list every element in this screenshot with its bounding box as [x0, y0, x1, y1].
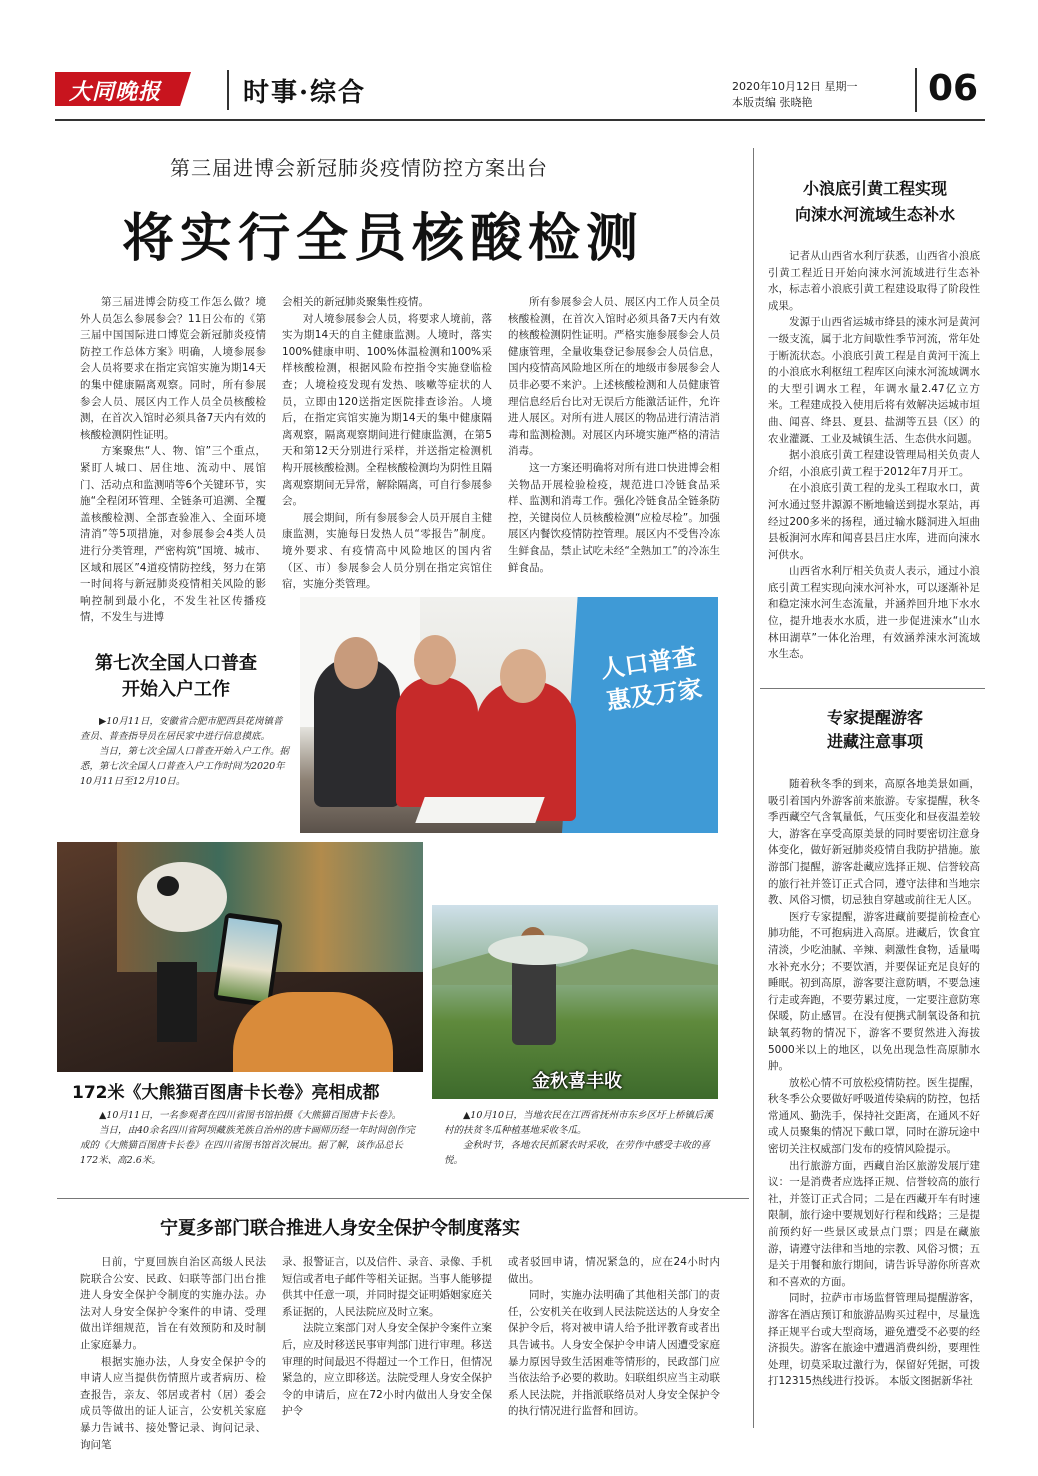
- main-col-3: [508, 294, 720, 576]
- census-banner: [562, 597, 718, 833]
- census-headline: [60, 651, 292, 703]
- paragraph: 根据实施办法，人身安全保护令的申请人应当提供伤情照片或者病历、检查报告，亲友、邻居或者村（居）委会成员等做出的证人证言，公安机关家庭暴力告诫书、接处警记录、询问记录、询问笔: [80, 1355, 266, 1451]
- masthead-rule: [55, 119, 985, 121]
- volunteer-head-1: [414, 635, 456, 685]
- paragraph: 录、报警证言，以及信件、录音、录像、手机短信或者电子邮件等相关证据。当事人能够提供其中任意一项，并同时提交证明婚姻家庭关系证据的，人民法院应及时立案。: [282, 1256, 492, 1318]
- paragraph: 出行旅游方面，西藏自治区旅游发展厅建议：一是消费者应选择正规、信誉较高的旅行社，并签订正式合同；二是在西藏开车有时速限制，旅行途中要规划好行程和线路；三是提前预约好一些景区或景点门票；四是在藏旅游，请遵守法律和当地的宗教、风俗习惯；五是关于用餐和旅行期间，请告诉导游你所喜欢和不喜欢的方面。: [768, 1159, 980, 1288]
- panda-black: [157, 876, 179, 896]
- volunteer-head-2: [500, 649, 546, 703]
- xiaolangdi-body: [768, 248, 980, 663]
- page-number: 06: [928, 68, 979, 109]
- camera-tripod: [157, 962, 197, 1042]
- panda-photo: [57, 842, 423, 1072]
- paragraph: 第三届进博会防疫工作怎么做？境外人员怎么参展参会？11日公布的《第三届中国国际进口博览会新冠肺炎疫情防控工作总体方案》明确，人境参展参会人员将要求在指定宾馆实施为期14天的集中健康隔离观察。同时，所有参展参会人员、展区内工作人员全员核酸检测，在首次入馆时必须具备7天内有效的核酸检测阴性证明。: [80, 296, 266, 441]
- paragraph: 对人境参展参会人员，将要求人境前，落实为期14天的自主健康监测。人境时，落实100%健康申明、100%体温检测和100%采样核酸检测，根据风险布控指令实施登临检查；人境检疫发现有发热、咳嗽等症状的人员，立即由120送指定医院排查诊治。人境后，在指定宾馆实施为期14天的集中健康隔离观察，隔离观察期间进行健康监测，在第5天和第12天分别进行采样，并送指定检测机构开展核酸检测。全程核酸检测均为阴性且隔离观察期间无异常，解除隔离，可自行参展参会。: [282, 312, 492, 508]
- phone-frame: [213, 912, 283, 1007]
- main-subtitle: 第三届进博会新冠肺炎疫情防控方案出台: [170, 156, 548, 180]
- paragraph: 山西省水利厅相关负责人表示，通过小浪底引黄工程实现向涑水河补水，可以逐渐补足和稳定涑水河生态流量，并涵养回升地下水水位，提升地表水水质，进一步促进涑水“山水林田湖草”一体化治理，有效涵养涑水河流域水生态。: [768, 565, 980, 661]
- harvest-headline: 金秋喜丰收: [532, 1071, 622, 1092]
- resident-head: [334, 637, 378, 689]
- paragraph: 记者从山西省水利厅获悉，山西省小浪底引黄工程近日开始向涑水河流域进行生态补水，标志着小浪底引黄工程建设取得了阶段性成果。: [768, 250, 980, 312]
- page-number-divider: [915, 68, 917, 112]
- harvest-photo: [432, 905, 718, 1099]
- section-divider: [227, 70, 229, 110]
- census-banner-text-1: 人口普查: [598, 642, 698, 684]
- main-headline: 将实行全员核酸检测: [122, 209, 645, 269]
- tibet-headline: [765, 706, 985, 754]
- xiaolangdi-headline: [765, 176, 985, 228]
- paragraph: 方案聚焦“人、物、馆”三个重点，紧盯人城口、居住地、流动中、展馆门、活动点和监测哨等6个关键环节，实施“全程闭环管理、全链条可追溯、全覆盖核酸检测、全部查验准入、全面环境清消”等5项措施，对参展参会4类人员进行分类管理，严密构筑“国境、城市、区域和展区”4道疫情防控线，努力在第一时间将与新冠肺炎疫情相关风险的影响控制到最小化，不发生社区传播疫情，不发生与进博: [80, 445, 266, 624]
- paper-form: [415, 797, 544, 823]
- tibet-headline-line-1: 专家提醒游客: [826, 708, 923, 727]
- paragraph: 日前，宁夏回族自治区高级人民法院联合公安、民政、妇联等部门出台推进人身安全保护令制度的实施办法。办法对人身安全保护令案件的申请、受理做出详细规范，旨在有效预防和及时制止家庭暴力。: [80, 1256, 266, 1351]
- ningxia-headline: 宁夏多部门联合推进人身安全保护令制度落实: [160, 1218, 520, 1239]
- page-editor: 本版责编 张晓艳: [732, 96, 813, 109]
- census-caption: [80, 714, 290, 789]
- tibet-headline-line-2: 进藏注意事项: [826, 732, 923, 751]
- paragraph: 这一方案还明确将对所有进口快进博会相关物品开展检验检疫，规范进口冷链食品采样、监测和消毒工作。强化冷链食品全链条防控，关键岗位人员核酸检测“应检尽检”。加强展区内餐饮疫情防控管理。展区内不受售冷冻生鲜食品，禁止试吃未经“全熟加工”的冷冻生鲜食品。: [508, 461, 720, 574]
- paragraph: 据小浪底引黄工程建设管理局相关负责人介绍，小浪底引黄工程于2012年7月开工。: [768, 449, 980, 478]
- census-banner-text-2: 惠及万家: [604, 674, 704, 716]
- xiaolangdi-headline-line-2: 向涑水河流域生态补水: [794, 205, 955, 224]
- caption-line: ▲10月11日，一名参观者在四川省图书馆拍摄《大熊猫百图唐卡长卷》。: [99, 1110, 402, 1121]
- caption-line: ▲10月10日，当地农民在江西省抚州市东乡区圩上桥镇后溪村的扶贫冬瓜种植基地采收冬瓜。: [444, 1110, 713, 1136]
- volunteer-figure-1: [396, 677, 478, 807]
- ningxia-col-1: [80, 1254, 266, 1453]
- paragraph: 放松心情不可放松疫情防控。医生提醒，秋冬季公众要做好呼吸道传染病的防控，包括常通风、勤洗手，保持社交距离，在通风不好或人员聚集的情况下戴口罩，同时在游玩途中密切关注权威部门发布的疫情风险提示。: [768, 1076, 980, 1156]
- caption-line: ▶10月11日，安徽省合肥市肥西县花岗镇普查员、普查指导员在居民家中进行信息摸底。: [80, 716, 283, 742]
- paragraph: 随着秋冬季的到来，高原各地美景如画，吸引着国内外游客前来旅游。专家提醒，秋冬季西藏空气含氧量低，气压变化和昼夜温差较大，游客在享受高原美景的同时要密切注意身体变化，做好新冠肺炎疫情自我防护措施。旅游部门提醒，游客赴藏应选择正规、信誉较高的旅行社并签订正式合同，遵守法律和当地宗教、风俗习惯，切忌独自穿越或前往无人区。: [768, 778, 980, 907]
- paragraph: 同时，实施办法明确了其他相关部门的责任，公安机关在收到人民法院送达的人身安全保护令后，将对被申请人给予批评教育或者出具告诫书。人身安全保护令申请人因遭受家庭暴力原因导致生活困难等情形的，民政部门应当依法给予必要的救助。妇联组织应当主动联系人民法院，并指派联络员对人身安全保护令的执行情况进行监督和回访。: [508, 1289, 720, 1418]
- paragraph: 或者驳回申请，情况紧急的，应在24小时内做出。: [508, 1256, 720, 1285]
- paragraph: 同时，拉萨市市场监督管理局提醒游客，游客在酒店预订和旅游品购买过程中，尽量选择正规平台或大型商场，避免遭受不必要的经济损失。游客在旅途中遭遇消费纠纷，要理性处理，切莫采取过激行为，保留好凭据，可拨打12315热线进行投诉。 本版文图据新华社: [768, 1292, 980, 1388]
- right-column-rule: [760, 688, 985, 689]
- logo-text: 大同晚报: [69, 79, 162, 105]
- paragraph: 所有参展参会人员、展区内工作人员全员核酸检测，在首次入馆时必须具备7天内有效的核酸检测阴性证明。严格实施参展参会人员健康管理，全量收集登记参展参会人员信息，国内疫情高风险地区所在的地级市参展参会人员非必要不来沪。上述核酸检测和人员健康管理信息经后台比对无误后方能激活证件，允许进人展区。对所有进人展区的物品进行清洁消毒和监测检测。对展区内环境实施严格的清洁消毒。: [508, 296, 720, 458]
- ningxia-col-2: [282, 1254, 492, 1420]
- paragraph: 会相关的新冠肺炎聚集性疫情。: [282, 296, 429, 308]
- census-headline-line-1: 第七次全国人口普查: [95, 653, 257, 674]
- caption-line: 金秋时节，各地农民抓紧农时采收，在劳作中感受丰收的喜悦。: [444, 1140, 711, 1166]
- paragraph: 法院立案部门对人身安全保护令案件立案后，应及时移送民事审判部门进行审理。移送审理的时间最迟不得超过一个工作日，但情况紧急的，应立即移送。法院受理人身安全保护令的申请后，应在72小时内做出人身安全保护令: [282, 1322, 492, 1418]
- ningxia-top-rule: [57, 1198, 749, 1199]
- caption-line: 当日，第七次全国人口普查开始入户工作。据悉，第七次全国人口普查入户工作时间为2020年10月11日至12月10日。: [80, 746, 290, 787]
- xiaolangdi-headline-line-1: 小浪底引黄工程实现: [802, 179, 947, 198]
- harvest-caption: [444, 1108, 718, 1168]
- paragraph: 在小浪底引黄工程的龙头工程取水口，黄河水通过竖井源源不断地输送到提水泵站，再经过200多米的扬程，通过输水隧洞进入垣曲县板涧河水库和闻喜县吕庄水库，进而向涑水河供水。: [768, 482, 980, 561]
- census-headline-line-2: 开始入户工作: [122, 679, 230, 700]
- ningxia-col-3: [508, 1254, 720, 1420]
- panda-headline: 172米《大熊猫百图唐卡长卷》亮相成都: [72, 1083, 380, 1103]
- panda-caption: [80, 1108, 420, 1168]
- hand-figure: [233, 992, 393, 1072]
- panda-white: [137, 862, 227, 932]
- right-column-divider: [753, 148, 754, 1428]
- census-photo: [300, 597, 718, 833]
- phone-screen: [218, 918, 278, 1002]
- caption-line: 当日，由40余名四川省阿坝藏族羌族自治州的唐卡画师历经一年时间创作完成的《大熊猫百图唐卡长卷》在四川省图书馆首次展出。据了解，该作品总长172米、高2.6米。: [80, 1125, 416, 1166]
- section-title: 时事·综合: [243, 78, 367, 108]
- paragraph: 发源于山西省运城市绛县的涑水河是黄河一级支流，属于北方间歇性季节河流，常年处于断流状态。小浪底引黄工程是自黄河干流上的小浪底水利枢纽工程库区向涑水河流域调水的大型引调水工程，年调水量2.47亿立方米。工程建成投入使用后将有效解决运城市垣曲、闻喜、绛县、夏县、盐湖等五县（区）的农业灌溉、工业及城镇生活、生态供水问题。: [768, 316, 980, 445]
- main-col-2: [282, 294, 492, 593]
- issue-date: 2020年10月12日 星期一: [732, 80, 858, 93]
- tibet-body: [768, 776, 980, 1390]
- main-col-1: [80, 294, 266, 626]
- paragraph: 医疗专家提醒，游客进藏前要提前检查心肺功能，不可抱病进入高原。进藏后，饮食宜清淡，少吃油腻、辛辣、刺激性食物，适量喝水补充水分；不要饮酒，并要保证充足良好的睡眠。初到高原，游客要注意防晒，不要急速行走或奔跑，不要劳累过度，一定要注意防寒保暖，防止感冒。在没有便携式制氧设备和抗缺氧药物的情况下，游客不要贸然进入海拔5000米以上的地区，以免出现急性高原肺水肿。: [768, 910, 980, 1073]
- winter-melon: [488, 935, 588, 965]
- paragraph: 展会期间，所有参展参会人员开展自主健康监测，实施每日发热人员“零报告”制度。境外要求、有疫情高中风险地区的国内省（区、市）参展参会人员分别在指定宾馆住宿，实施分类管理。: [282, 511, 492, 591]
- masthead: [55, 66, 985, 116]
